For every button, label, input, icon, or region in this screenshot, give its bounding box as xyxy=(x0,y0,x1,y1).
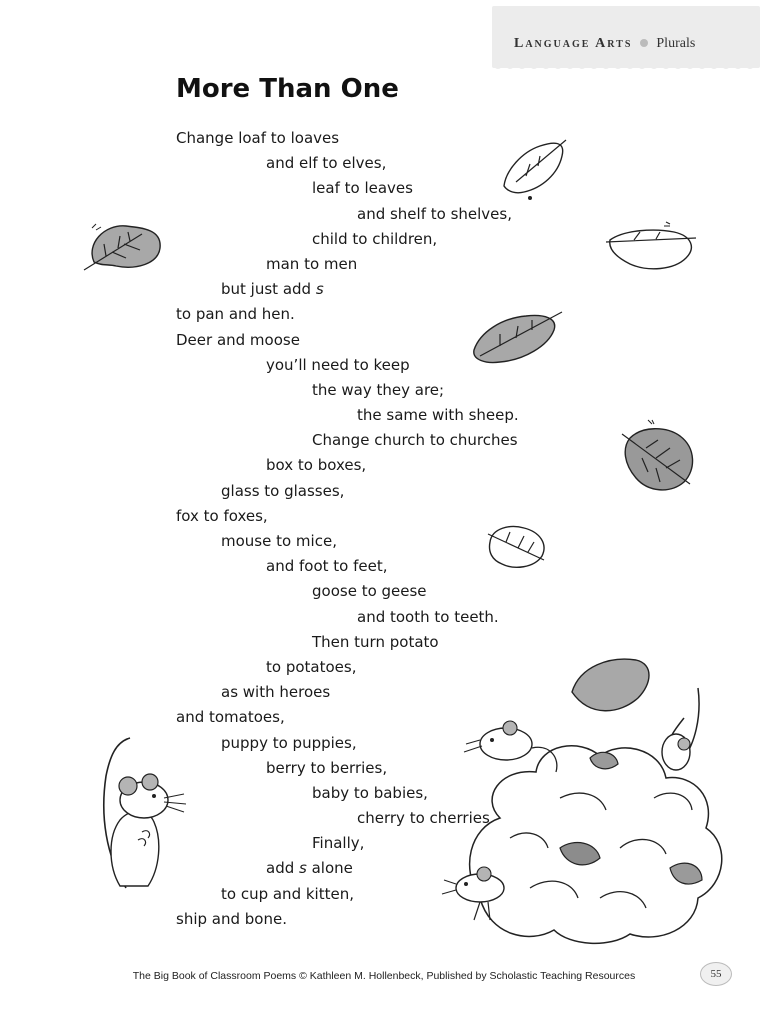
poem-line: glass to glasses, xyxy=(221,481,345,500)
tab-label xyxy=(514,34,695,52)
leaf-illustration xyxy=(620,418,702,496)
poem-line-part: add xyxy=(266,859,300,878)
poem-line: Then turn potato xyxy=(312,632,439,651)
poem-line: goose to geese xyxy=(312,582,427,601)
leaf-illustration xyxy=(496,132,576,204)
poem-line: to pan and hen. xyxy=(176,305,295,324)
poem-line: puppy to puppies, xyxy=(221,733,357,752)
poem-line: man to men xyxy=(266,254,358,273)
poem-line: leaf to leaves xyxy=(312,179,413,198)
poem-line-part: alone xyxy=(306,859,353,878)
poem-line: Change church to churches xyxy=(312,431,518,450)
leaf-pile-illustration xyxy=(440,648,740,948)
poem-line: and foot to feet, xyxy=(266,557,388,576)
leaf-illustration xyxy=(82,214,172,274)
poem-line: Finally, xyxy=(312,834,365,853)
poem-line: Change loaf to loaves xyxy=(176,129,340,147)
poem-line-part: but just add xyxy=(221,280,316,299)
poem-line: to cup and kitten, xyxy=(221,884,354,903)
leaf-illustration xyxy=(466,306,566,366)
poem-line-emphasis: s xyxy=(315,280,324,299)
poem-line: fox to foxes, xyxy=(176,506,268,525)
mouse-illustration xyxy=(86,736,196,892)
poem-line-emphasis: s xyxy=(299,859,307,878)
poem-line: baby to babies, xyxy=(312,783,428,802)
footer-credit: The Big Book of Classroom Poems © Kathleen M. Hollenbeck, Published by Scholastic Teaching Resources xyxy=(132,970,636,982)
leaf-illustration xyxy=(484,520,550,572)
page-number: 55 xyxy=(700,962,732,986)
poem-line: berry to berries, xyxy=(266,758,388,777)
poem-line: mouse to mice, xyxy=(221,532,337,550)
tab-subject: Language Arts xyxy=(514,36,633,51)
tab-scalloped-edge xyxy=(492,64,760,74)
poem-line: box to boxes, xyxy=(266,456,367,475)
tab-separator-dot xyxy=(640,39,648,47)
poem-line: child to children, xyxy=(312,229,438,248)
poem-line: and elf to elves, xyxy=(266,154,387,173)
poem-line xyxy=(176,277,536,302)
poem-line: and tooth to teeth. xyxy=(357,607,499,626)
poem-line: you’ll need to keep xyxy=(266,355,410,374)
poem-line: and tomatoes, xyxy=(176,708,285,727)
leaf-illustration xyxy=(604,218,700,276)
page-title: More Than One xyxy=(176,74,399,104)
poem-line: Deer and moose xyxy=(176,330,300,349)
poem-line: cherry to cherries. xyxy=(357,809,495,828)
poem-line: as with heroes xyxy=(221,683,331,702)
poem-line: the same with sheep. xyxy=(357,406,519,425)
section-tab xyxy=(492,6,760,68)
poem-line: ship and bone. xyxy=(176,909,287,928)
tab-topic: Plurals xyxy=(656,36,696,51)
poem-line: to potatoes, xyxy=(266,657,357,676)
poem-line: and shelf to shelves, xyxy=(357,204,512,223)
poem-line: the way they are; xyxy=(312,380,445,399)
